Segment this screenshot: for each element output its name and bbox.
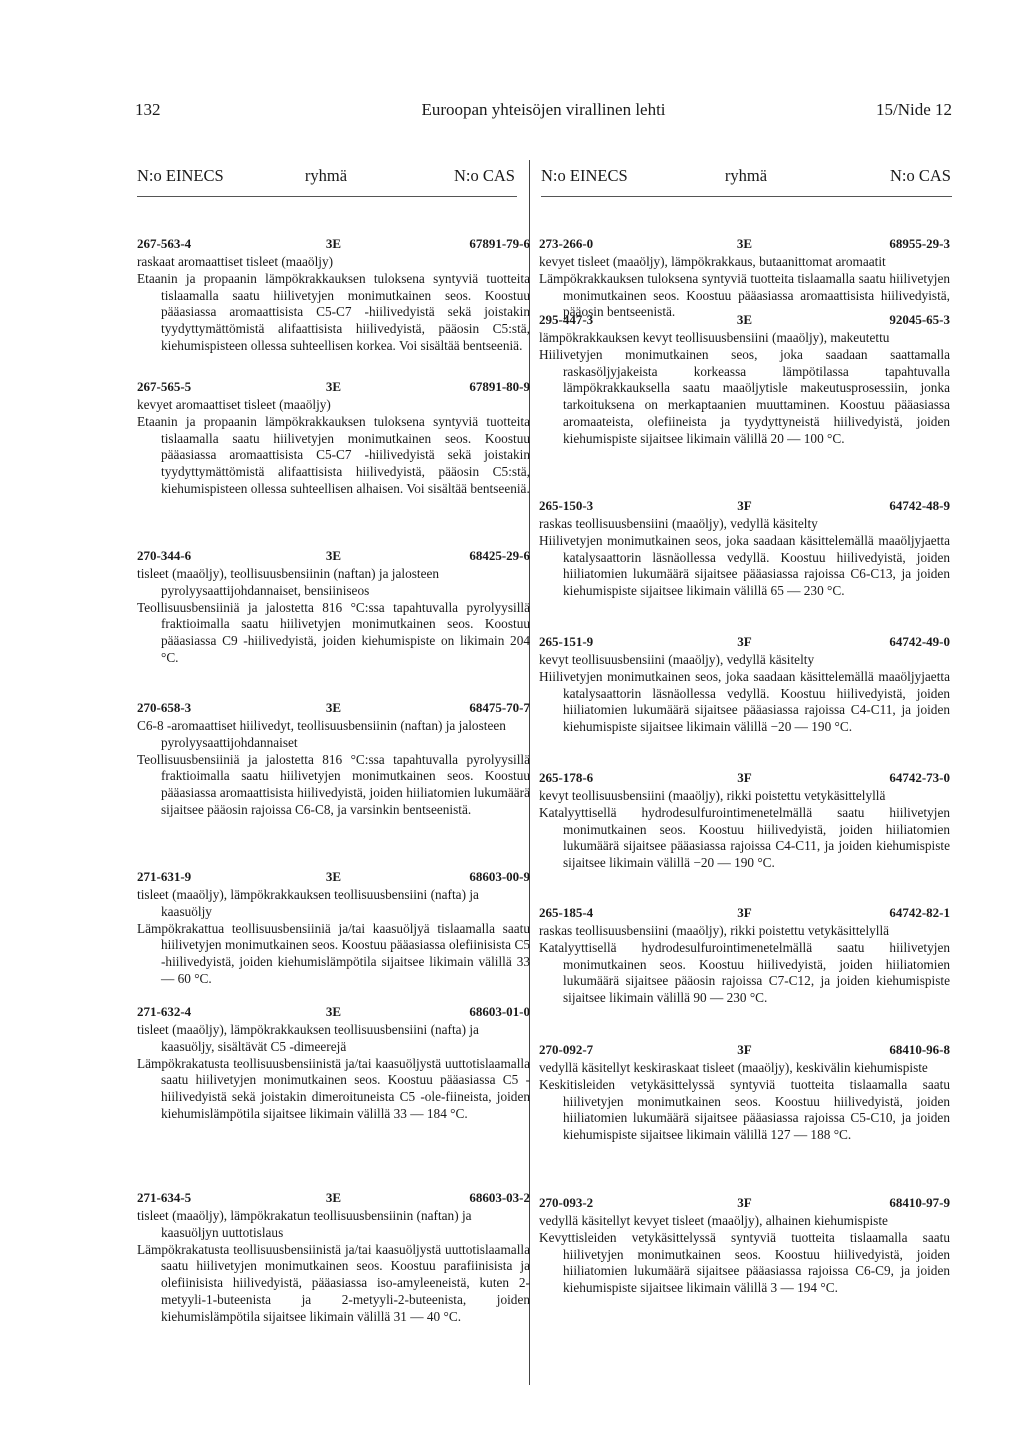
group-code: 3E — [325, 1004, 342, 1019]
cas-number: 64742-49-0 — [889, 634, 950, 649]
substance-entry — [539, 1195, 950, 1297]
substance-name: tisleet (maaöljy), lämpökrakkauksen teollisuusbensiini (nafta) ja kaasuöljy, sisältävät C5 -dimeerejä — [137, 1022, 479, 1054]
substance-name: raskas teollisuusbensiini (maaöljy), vedyllä käsitelty — [539, 516, 818, 531]
left-header-rule — [137, 196, 517, 197]
right-header-rule — [541, 196, 952, 197]
substance-description: Teollisuusbensiiniä ja jalostetta 816 °C:ssa tapahtuvalla pyrolyysillä fraktioimalla saatu hiilivetyjen monimutkainen seos. Koostuu pääasiassa aromaattisista hiilivedyistä, joiden hiiliatomien lukumäärä sijaitsee pääosin rajoissa C6-C8, ja varsinkin bentseenistä. — [137, 751, 530, 817]
cas-number: 68410-96-8 — [889, 1042, 950, 1057]
einecs-number: 265-151-9 — [539, 634, 594, 649]
cas-number: 68425-29-6 — [469, 548, 530, 563]
group-code: 3E — [325, 1190, 342, 1205]
group-code: 3E — [325, 236, 342, 251]
substance-description: Keskitisleiden vetykäsittelyssä syntyviä tuotteita tislaamalla saatu hiilivetyjen monimutkainen seos. Koostuu hiilivedyistä, joiden hiiliatomien lukumäärä sijaitsee pääasiassa rajoissa C5-C10, ja joiden kiehumispiste sijaitsee likimain välillä 127 — 188 °C. — [539, 1076, 950, 1143]
group-code: 3E — [325, 548, 342, 563]
group-code: 3F — [737, 770, 752, 785]
group-code: 3E — [325, 869, 342, 884]
substance-entry — [137, 548, 530, 667]
cas-number: 68603-03-2 — [469, 1190, 530, 1205]
group-code: 3E — [325, 379, 342, 394]
cas-number: 67891-80-9 — [469, 379, 530, 394]
entry-header — [539, 1042, 950, 1060]
substance-entry — [137, 869, 530, 988]
group-code: 3F — [737, 905, 752, 920]
einecs-number: 270-092-7 — [539, 1042, 594, 1057]
right-column-header — [541, 166, 951, 192]
substance-name: tisleet (maaöljy), lämpökrakatun teollisuusbensiinin (naftan) ja kaasuöljyn uuttotislaus — [137, 1208, 472, 1240]
einecs-number: 267-563-4 — [137, 236, 192, 251]
einecs-number: 271-632-4 — [137, 1004, 192, 1019]
einecs-number: 273-266-0 — [539, 236, 594, 251]
cas-number: 68410-97-9 — [889, 1195, 950, 1210]
col-head-einecs: N:o EINECS — [137, 166, 224, 185]
cas-number: 67891-79-6 — [469, 236, 530, 251]
entry-header — [539, 312, 950, 330]
substance-description: Hiilivetyjen monimutkainen seos, joka saadaan käsittelemällä maaöljyjaetta katalysaattorin läsnäollessa vedyllä. Koostuu hiilivedyistä, joiden hiiliatomien lukumäärä sijaitsee pääasiassa rajoissa C4-C11, ja joiden kiehumispiste sijaitsee likimain välillä −20 — 190 °C. — [539, 668, 950, 735]
substance-name: kevyet tisleet (maaöljy), lämpökrakkaus, butaanittomat aromaatit — [539, 254, 886, 269]
substance-name: C6-8 -aromaattiset hiilivedyt, teollisuusbensiinin (naftan) ja jalosteen pyrolyysaattijohdannaiset — [137, 718, 506, 750]
substance-entry — [539, 236, 950, 321]
cas-number: 92045-65-3 — [889, 312, 950, 327]
substance-entry — [539, 1042, 950, 1144]
left-column-header — [137, 166, 515, 192]
cas-number: 64742-73-0 — [889, 770, 950, 785]
substance-description: Lämpökrakatusta teollisuusbensiinistä ja/tai kaasuöljystä uuttotislaamalla saatu hiilivetyjen monimutkainen seos. Koostuu pääasiassa C5 -hiilivedyistä sekä joistakin dimeroituneista C5 -ole-fiineista, joiden kiehumislämpötila sijaitsee likimain välillä 33 — 184 °C. — [137, 1055, 530, 1121]
journal-title: Euroopan yhteisöjen virallinen lehti — [421, 100, 666, 119]
substance-description: Etaanin ja propaanin lämpökrakkauksen tuloksena syntyviä tuotteita tislaamalla saatu hiilivetyjen monimutkainen seos. Koostuu pääasiassa aromaattisista C5-C7 -hiilivedyistä sekä joistakin tyydyttymättömistä alifaattisista hiilivedyistä, pääosin C5:stä, kiehumispisteen ollessa suhteellisen alhaisen. Voi sisältää bentseeniä. — [137, 413, 530, 496]
substance-entry — [539, 312, 950, 448]
cas-number: 68603-00-9 — [469, 869, 530, 884]
substance-entry — [539, 770, 950, 872]
group-code: 3F — [737, 634, 752, 649]
substance-name: raskas teollisuusbensiini (maaöljy), rikki poistettu vetykäsittelyllä — [539, 923, 890, 938]
substance-entry — [137, 700, 530, 819]
substance-description: Lämpökrakattua teollisuusbensiiniä ja/tai kaasuöljyä tislaamalla saatu hiilivetyjen monimutkainen seos. Koostuu pääasiassa olefiinisista C5 -hiilivedyistä, joiden kiehumislämpötila sijaitsee likimain välillä 33 — 60 °C. — [137, 920, 530, 986]
einecs-number: 270-093-2 — [539, 1195, 594, 1210]
substance-name: vedyllä käsitellyt keskiraskaat tisleet (maaöljy), keskivälin kiehumispiste — [539, 1060, 928, 1075]
page-number: 132 — [135, 100, 161, 119]
substance-name: kevyet aromaattiset tisleet (maaöljy) — [137, 397, 331, 412]
group-code: 3F — [737, 498, 752, 513]
group-code: 3E — [736, 236, 753, 251]
col-head-group: ryhmä — [304, 166, 348, 185]
substance-entry — [539, 498, 950, 600]
page-header — [135, 100, 952, 130]
substance-description: Hiilivetyjen monimutkainen seos, joka saadaan käsittelemällä maaöljyjaetta katalysaattorin läsnäollessa vedyllä. Koostuu hiilivedyistä, joiden hiiliatomien lukumäärä sijaitsee pääasiassa rajoissa C6-C13, ja joiden kiehumispiste sijaitsee likimain välillä 65 — 230 °C. — [539, 532, 950, 599]
einecs-number: 270-658-3 — [137, 700, 192, 715]
substance-entry — [137, 1190, 530, 1326]
col-head-einecs: N:o EINECS — [541, 166, 628, 185]
einecs-number: 265-178-6 — [539, 770, 594, 785]
einecs-number: 265-150-3 — [539, 498, 594, 513]
substance-description: Lämpökrakkauksen tuloksena syntyviä tuotteita tislaamalla saatu hiilivetyjen monimutkainen seos. Koostuu pääasiassa aromaattisista hiilivedyistä, pääosin bentseenistä. — [539, 270, 950, 320]
group-code: 3E — [736, 312, 753, 327]
substance-description: Kevyttisleiden vetykäsittelyssä syntyviä tuotteita tislaamalla saatu hiilivetyjen monimutkainen seos. Koostuu hiilivedyistä, joiden hiiliatomien lukumäärä sijaitsee pääasiassa rajoissa C6-C9, ja joiden kiehumispiste sijaitsee likimain välillä 3 — 194 °C. — [539, 1229, 950, 1296]
entry-header — [137, 548, 530, 566]
einecs-number: 271-631-9 — [137, 869, 192, 884]
substance-description: Teollisuusbensiiniä ja jalostetta 816 °C:ssa tapahtuvalla pyrolyysillä fraktioimalla saatu hiilivetyjen monimutkainen seos. Koostuu pääasiassa C9 -hiilivedyistä, joiden kiehumispiste on likimain 204 °C. — [137, 599, 530, 665]
substance-description: Katalyyttisellä hydrodesulfurointimenetelmällä saatu hiilivetyjen monimutkainen seos. Koostuu hiilivedyistä, joiden hiiliatomien lukumäärä sijaitsee pääasiassa rajoissa C4-C11, ja joiden kiehumispiste sijaitsee likimain välillä −20 — 190 °C. — [539, 804, 950, 871]
substance-entry — [137, 236, 530, 355]
group-code: 3F — [737, 1195, 752, 1210]
entry-header — [137, 1004, 530, 1022]
cas-number: 68475-70-7 — [469, 700, 530, 715]
substance-name: lämpökrakkauksen kevyt teollisuusbensiini (maaöljy), makeutettu — [539, 330, 890, 345]
group-code: 3F — [737, 1042, 752, 1057]
substance-description: Katalyyttisellä hydrodesulfurointimenetelmällä saatu hiilivetyjen monimutkainen seos. Koostuu hiilivedyistä, joiden hiiliatomien lukumäärä sijaitsee pääosin rajoissa C7-C12, ja joiden kiehumispiste sijaitsee likimain välillä 90 — 230 °C. — [539, 939, 950, 1006]
einecs-number: 265-185-4 — [539, 905, 594, 920]
substance-name: tisleet (maaöljy), lämpökrakkauksen teollisuusbensiini (nafta) ja kaasuöljy — [137, 887, 479, 919]
substance-description: Etaanin ja propaanin lämpökrakkauksen tuloksena syntyviä tuotteita tislaamalla saatu hiilivetyjen monimutkainen seos. Koostuu pääasiassa aromaattisista C5-C7 -hiilivedyistä sekä joistakin tyydyttymättömistä alifaattisista hiilivedyistä, pääosin C5:stä, kiehumispisteen ollessa suhteellisen korkea. Voi sisältää bentseeniä. — [137, 270, 530, 353]
col-head-cas: N:o CAS — [890, 166, 951, 185]
substance-name: kevyt teollisuusbensiini (maaöljy), rikki poistettu vetykäsittelyllä — [539, 788, 886, 803]
substance-entry — [539, 634, 950, 736]
substance-description: Lämpökrakatusta teollisuusbensiinistä ja/tai kaasuöljystä uuttotislaamalla saatu hiilivetyjen monimutkainen seos. Koostuu parafiinisista ja olefiinisista hiilivedyistä, pääasiassa iso-amyleeneistä, kuten 2-metyyli-1-buteenista ja 2-metyyli-2-buteenista, joiden kiehumislämpötila sijaitsee likimain välillä 31 — 40 °C. — [137, 1241, 530, 1324]
einecs-number: 270-344-6 — [137, 548, 192, 563]
entry-header — [137, 236, 530, 254]
einecs-number: 295-447-3 — [539, 312, 594, 327]
cas-number: 64742-48-9 — [889, 498, 950, 513]
entry-header — [137, 1190, 530, 1208]
substance-name: kevyt teollisuusbensiini (maaöljy), vedyllä käsitelty — [539, 652, 815, 667]
entry-header — [539, 770, 950, 788]
substance-entry — [539, 905, 950, 1007]
cas-number: 68955-29-3 — [889, 236, 950, 251]
substance-entry — [137, 1004, 530, 1123]
col-head-cas: N:o CAS — [454, 166, 515, 185]
substance-name: vedyllä käsitellyt kevyet tisleet (maaöljy), alhainen kiehumispiste — [539, 1213, 888, 1228]
einecs-number: 267-565-5 — [137, 379, 192, 394]
cas-number: 64742-82-1 — [889, 905, 950, 920]
substance-name: raskaat aromaattiset tisleet (maaöljy) — [137, 254, 334, 269]
issue-label: 15/Nide 12 — [875, 100, 952, 119]
col-head-group: ryhmä — [724, 166, 768, 185]
substance-entry — [137, 379, 530, 498]
entry-header — [137, 700, 530, 718]
einecs-number: 271-634-5 — [137, 1190, 192, 1205]
entry-header — [539, 634, 950, 652]
entry-header — [539, 1195, 950, 1213]
cas-number: 68603-01-0 — [469, 1004, 530, 1019]
entry-header — [137, 379, 530, 397]
substance-name: tisleet (maaöljy), teollisuusbensiinin (naftan) ja jalosteen pyrolyysaattijohdannaiset, bensiiniseos — [137, 566, 440, 598]
group-code: 3E — [325, 700, 342, 715]
entry-header — [137, 869, 530, 887]
entry-header — [539, 905, 950, 923]
entry-header — [539, 236, 950, 254]
substance-description: Hiilivetyjen monimutkainen seos, joka saadaan saattamalla raskasöljyjakeista korkeassa lämpötilassa tapahtuvalla lämpökrakkauksella saatu maaöljytisle makeutusprosessiin, jonka tarkoituksena on merkaptaanien muuttaminen. Koostuu pääasiassa aromaateista, olefiineista ja tyydyttyneistä hiilivedyistä, joiden kiehumispiste sijaitsee likimain välillä 20 — 100 °C. — [539, 346, 950, 446]
entry-header — [539, 498, 950, 516]
